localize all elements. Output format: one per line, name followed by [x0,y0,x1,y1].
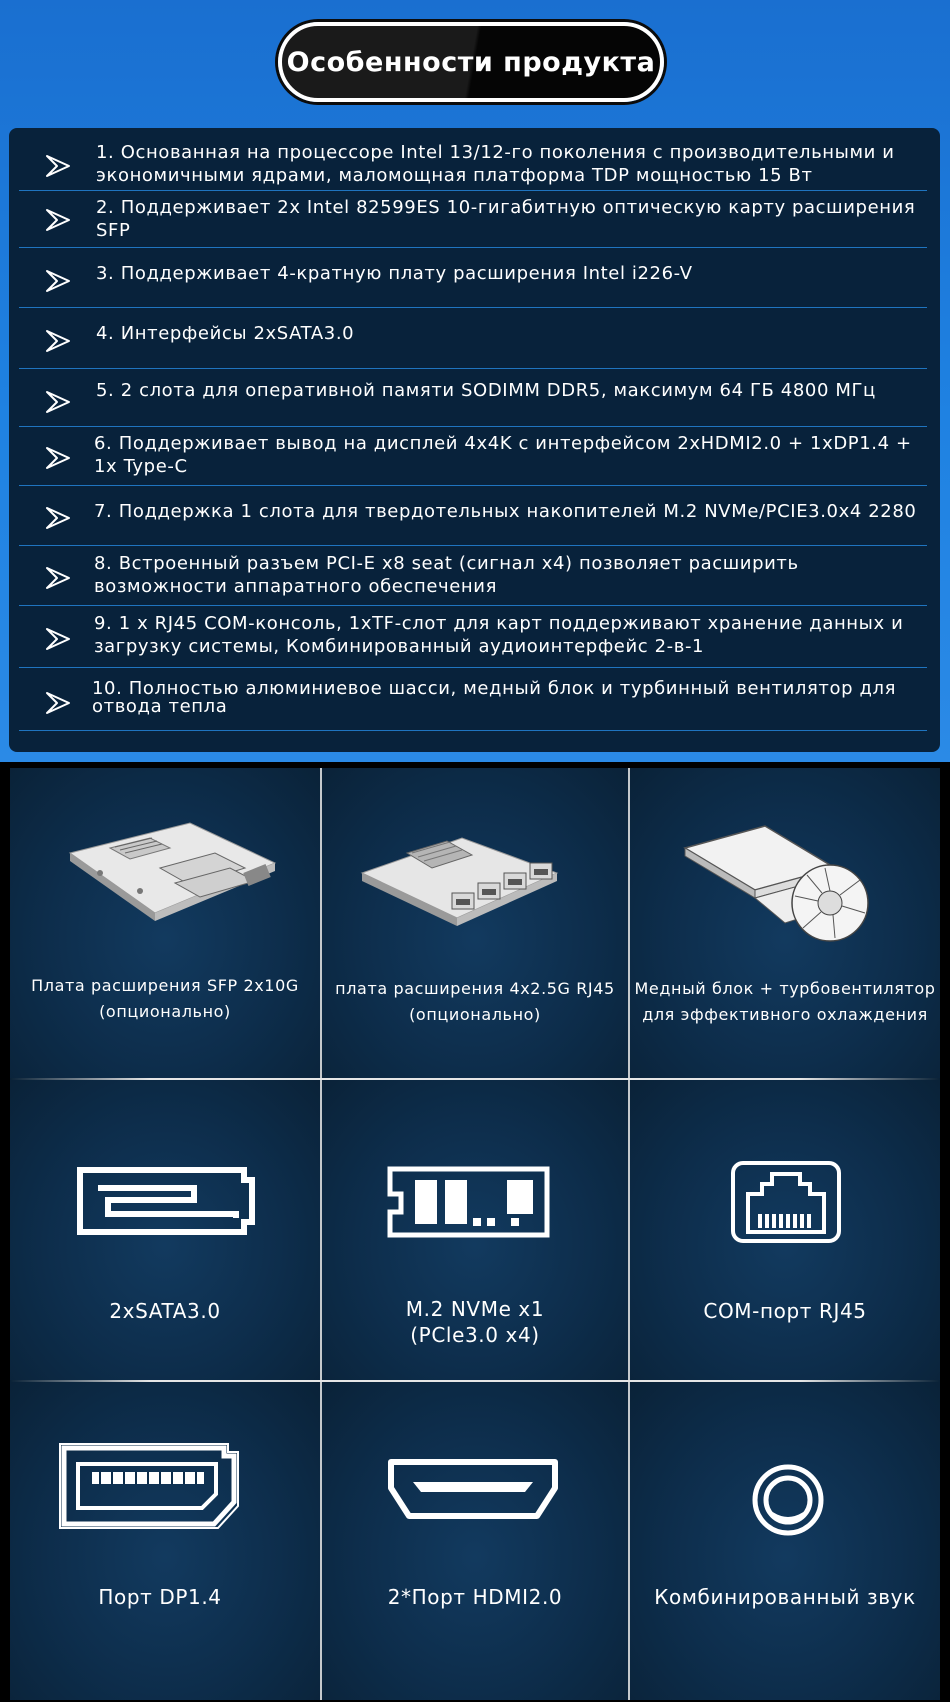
card-label [0,1584,320,1610]
rj45-icon [730,1160,842,1244]
arrow-icon [45,268,71,294]
card-subtitle: (опционально) [409,1005,541,1024]
feature-item [19,427,927,486]
audio-jack-icon [750,1462,826,1538]
arrow-icon [45,207,71,233]
card-subtitle: (опционально) [99,1002,231,1021]
card-cooling [630,768,940,1078]
card-label [630,976,940,1028]
feature-text: 1. Основанная на процессоре Intel 13/12-го поколения с производительными и экономичными ядрами, маломощная платформа TDP мощностью 15 Вт [96,142,895,186]
card-title: Порт DP1.4 [98,1585,222,1609]
arrow-icon [45,445,71,471]
title-badge [278,22,664,102]
card-title: 2xSATA3.0 [109,1299,221,1323]
card-label [322,1296,628,1348]
features-panel [9,128,940,752]
feature-item [19,486,927,546]
card-title: Медный блок + турбовентилятор [634,979,936,998]
feature-item [19,668,927,731]
arrow-icon [45,389,71,415]
card-title: M.2 NVMe x1 [405,1297,545,1321]
feature-item [19,606,927,668]
arrow-icon [45,505,71,531]
page-title: Особенности продукта [286,46,656,78]
card-title: 2*Порт HDMI2.0 [387,1585,563,1609]
feature-item [19,248,927,308]
rj45-card-image [352,823,592,953]
arrow-icon [45,690,71,716]
cooler-image [675,818,895,953]
m2-icon [387,1166,557,1238]
card-rj45-expansion [322,768,628,1078]
feature-item [19,128,927,191]
arrow-icon [45,565,71,591]
feature-cards-grid [10,768,940,1700]
grid-divider [628,768,630,1700]
hdmi-icon [387,1458,559,1520]
arrow-icon [45,626,71,652]
grid-divider [320,768,322,1700]
card-m2 [322,1080,628,1380]
sfp-card-image [40,813,300,933]
card-displayport [10,1382,320,1700]
card-label [10,1298,320,1324]
feature-text: 8. Встроенный разъем PCI-E x8 seat (сигнал x4) позволяет расширить возможности аппаратного обеспечения [94,553,799,597]
feature-item [19,546,927,606]
arrow-icon [45,328,71,354]
card-label [630,1584,940,1610]
feature-item [19,369,927,427]
feature-text: 6. Поддерживает вывод на дисплей 4x4K с интерфейсом 2xHDMI2.0 + 1xDP1.4 + 1x Type-C [94,433,912,477]
feature-text: 3. Поддерживает 4-кратную плату расширения Intel i226-V [96,263,693,284]
card-label [10,973,320,1025]
grid-divider [10,1380,940,1382]
card-audio [630,1382,940,1700]
card-title: Плата расширения SFP 2x10G [31,976,299,995]
feature-text: 9. 1 x RJ45 COM-консоль, 1xTF-слот для карт поддерживают хранение данных и загрузку системы, Комбинированный аудиоинтерфейс 2-в-1 [94,613,904,657]
card-label [322,976,628,1028]
card-sata [10,1080,320,1380]
card-title: плата расширения 4x2.5G RJ45 [335,979,615,998]
feature-item [19,191,927,248]
feature-text: 2. Поддерживает 2x Intel 82599ES 10-гигабитную оптическую карту расширения SFP [96,197,916,241]
feature-text: 10. Полностью алюминиевое шасси, медный блок и турбинный вентилятор для отвода тепла [92,678,897,717]
card-title: COM-порт RJ45 [703,1299,867,1323]
feature-text: 7. Поддержка 1 слота для твердотельных накопителей M.2 NVMe/PCIE3.0x4 2280 [94,501,917,522]
card-subtitle: (PCle3.0 x4) [410,1323,540,1347]
card-label [322,1584,628,1610]
card-label [630,1298,940,1324]
feature-item [19,308,927,369]
card-hdmi [322,1382,628,1700]
feature-text: 5. 2 слота для оперативной памяти SODIMM DDR5, максимум 64 ГБ 4800 МГц [96,380,876,401]
card-subtitle: для эффективного охлаждения [642,1005,928,1024]
arrow-icon [45,153,71,179]
feature-text: 4. Интерфейсы 2xSATA3.0 [96,323,355,344]
card-sfp-expansion [10,768,320,1078]
displayport-icon [56,1442,256,1530]
sata-icon [76,1166,256,1236]
card-com-rj45 [630,1080,940,1380]
header-banner [0,0,950,762]
grid-divider [10,1078,940,1080]
card-title: Комбинированный звук [654,1585,916,1609]
